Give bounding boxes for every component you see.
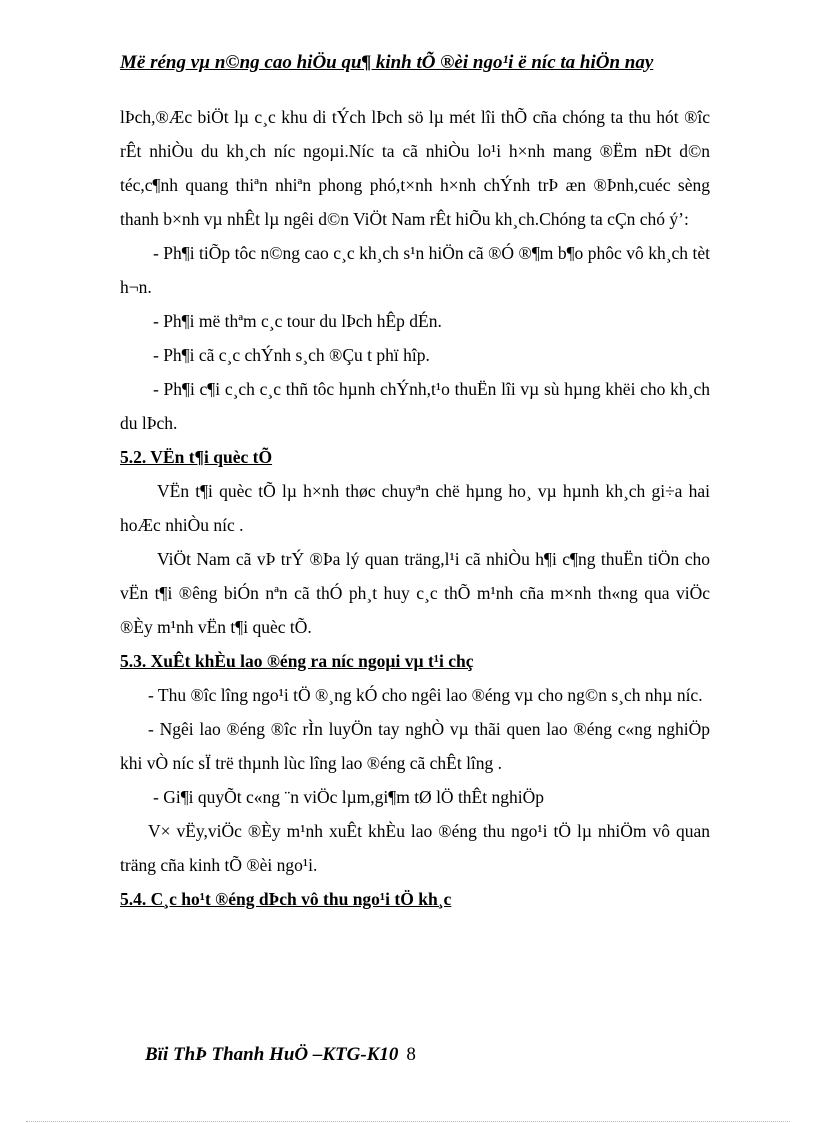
section-5-3-heading: 5.3. XuÊt khÈu lao ®éng ra níc ngoµi vµ t¹i chç [120, 651, 474, 671]
section-5-2-paragraph-1: VËn t¶i quèc tÕ lµ h×nh thøc chuyªn chë hµng ho¸ vµ hµnh kh¸ch gi÷a hai hoÆc nhiÒu níc . [120, 481, 710, 535]
page-number: 8 [406, 1044, 416, 1065]
section-5-4-heading-row [120, 882, 710, 916]
tourism-point-1: - Ph¶i tiÕp tôc n©ng cao c¸c kh¸ch s¹n hiÖn cã ®Ó ®¶m b¶o phôc vô kh¸ch tèt h¬n. [120, 243, 710, 297]
page-bottom-divider [26, 1121, 790, 1122]
section-5-3-point-3: - Gi¶i quyÕt c«ng ¨n viÖc lµm,gi¶m tØ lÖ thÊt nghiÖp [153, 787, 544, 807]
section-5-3-heading-row [120, 644, 710, 678]
section-5-3-point-1: - Thu ®îc lîng ngo¹i tÖ ®¸ng kÓ cho ngêi lao ®éng vµ cho ng©n s¸ch nhµ níc. [148, 685, 703, 705]
tourism-point-3: - Ph¶i cã c¸c chÝnh s¸ch ®Çu t phï hîp. [153, 345, 430, 365]
running-header: Më réng vµ n©ng cao hiÖu qu¶ kinh tÕ ®èi ngo¹i ë níc ta hiÖn nay [120, 52, 654, 73]
footer-author: Bïi ThÞ Thanh HuÖ –KTG-K10 [145, 1044, 399, 1065]
document-body [120, 100, 710, 916]
intro-paragraph: lÞch,®Æc biÖt lµ c¸c khu di tÝch lÞch sö lµ mét lîi thÕ cña chóng ta thu hót ®îc rÊt nhiÒu du kh¸ch níc ngoµi.Níc ta cã nhiÒu lo¹i h×nh mang ®Ëm nÐt d©n téc,c¶nh quang thiªn nhiªn phong phó,t×nh h×nh chÝnh trÞ æn ®Þnh,cuéc sèng thanh b×nh vµ nhÊt lµ ngêi d©n ViÖt Nam rÊt hiÕu kh¸ch.Chóng ta cÇn chó ý’: [120, 107, 710, 229]
section-5-2-heading-row [120, 440, 710, 474]
section-5-2-heading: 5.2. VËn t¶i quèc tÕ [120, 447, 273, 467]
page-footer [145, 1044, 416, 1066]
tourism-point-4: - Ph¶i c¶i c¸ch c¸c thñ tôc hµnh chÝnh,t¹o thuËn lîi vµ sù hµng khëi cho kh¸ch du lÞch. [120, 379, 710, 433]
section-5-3-point-2: - Ngêi lao ®éng ®îc rÌn luyÖn tay nghÒ vµ thãi quen lao ®éng c«ng nghiÖp khi vÒ níc sÏ trë thµnh lùc lîng lao ®éng cã chÊt lîng . [120, 719, 710, 773]
section-5-3-conclusion: V× vËy,viÖc ®Èy m¹nh xuÊt khÈu lao ®éng thu ngo¹i tÖ lµ nhiÖm vô quan träng cña kinh tÕ ®èi ngo¹i. [120, 821, 710, 875]
section-5-4-heading: 5.4. C¸c ho¹t ®éng dÞch vô thu ngo¹i tÖ kh¸c [120, 889, 452, 909]
tourism-point-2: - Ph¶i më thªm c¸c tour du lÞch hÊp dÉn. [153, 311, 442, 331]
section-5-2-paragraph-2: ViÖt Nam cã vÞ trÝ ®Þa lý quan träng,l¹i cã nhiÒu h¶i c¶ng thuËn tiÖn cho vËn t¶i ®êng biÓn nªn cã thÓ ph¸t huy c¸c thÕ m¹nh cña m×nh th«ng qua viÖc ®Èy m¹nh vËn t¶i quèc tÕ. [120, 549, 710, 637]
